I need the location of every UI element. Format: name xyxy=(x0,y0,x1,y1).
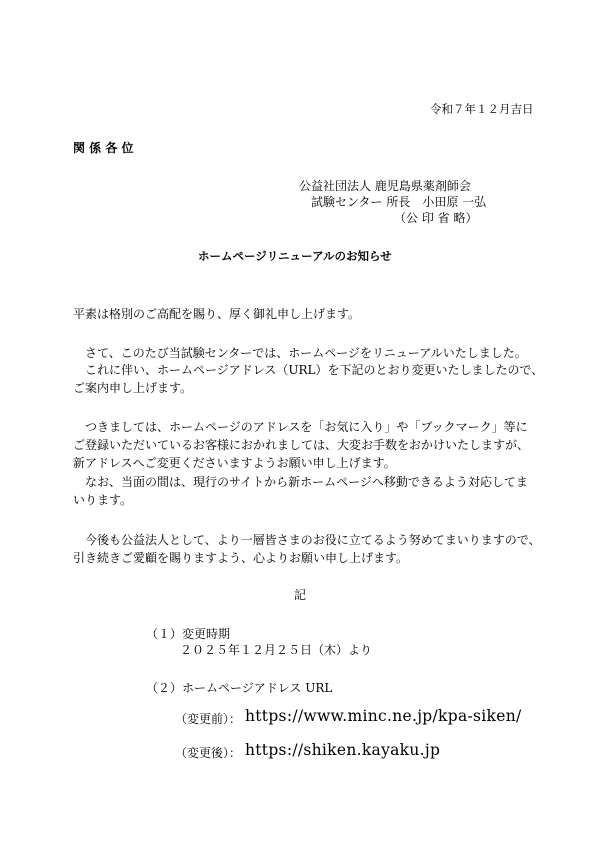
paragraph-line: さて、このたび当試験センターでは、ホームページをリニューアルいたしました。 xyxy=(85,346,527,360)
seal-note: （公 印 省 略） xyxy=(394,211,478,225)
after-url: https://shiken.kayaku.jp xyxy=(245,741,441,759)
paragraph-line: なお、当面の間は、現行のサイトから新ホームページへ移動できるよう対応してま xyxy=(85,475,528,489)
paragraph-line: 今後も公益法人として、より一層皆さまのお役に立てるよう努めてまいりますので、 xyxy=(85,533,541,547)
paragraph-line: 引き続きご愛顧を賜りますよう、心よりお願い申し上げます。 xyxy=(73,551,409,565)
paragraph-line: 新アドレスへご変更くださいますようお願い申し上げます。 xyxy=(73,456,396,470)
before-url: https://www.minc.ne.jp/kpa-siken/ xyxy=(245,707,522,725)
paragraph-line: ご案内申し上げます。 xyxy=(73,381,193,395)
document-title: ホームページリニューアルのお知らせ xyxy=(198,249,392,263)
item1-value: ２０２５年１２月２５日（木）より xyxy=(180,643,373,657)
before-label: （変更前）： xyxy=(175,712,242,726)
paragraph-line: これに伴い、ホームページアドレス（URL）を下記のとおり変更いたしましたので、 xyxy=(85,363,544,377)
document-date: 令和７年１２月吉日 xyxy=(430,102,534,116)
sender-organization: 公益社団法人 鹿児島県薬剤師会 xyxy=(299,179,471,193)
paragraph-line: つきましては、ホームページのアドレスを「お気に入り」や「ブックマーク」等に xyxy=(85,420,528,434)
after-label: （変更後）： xyxy=(175,746,242,760)
greeting: 平素は格別のご高配を賜り、厚く御礼申し上げます。 xyxy=(73,307,361,321)
recipient: 関 係 各 位 xyxy=(73,141,134,155)
paragraph-line: いります。 xyxy=(73,493,133,507)
paragraph-line: ご登録いただいているお客様におかれましては、大変お手数をおかけいたしますが、 xyxy=(73,438,530,452)
ki-heading: 記 xyxy=(294,588,307,602)
item2-label: （２）ホームページアドレス URL xyxy=(146,681,333,695)
item1-label: （１）変更時期 xyxy=(146,627,231,641)
sender-position: 試験センター 所長 小田原 一弘 xyxy=(311,195,487,209)
